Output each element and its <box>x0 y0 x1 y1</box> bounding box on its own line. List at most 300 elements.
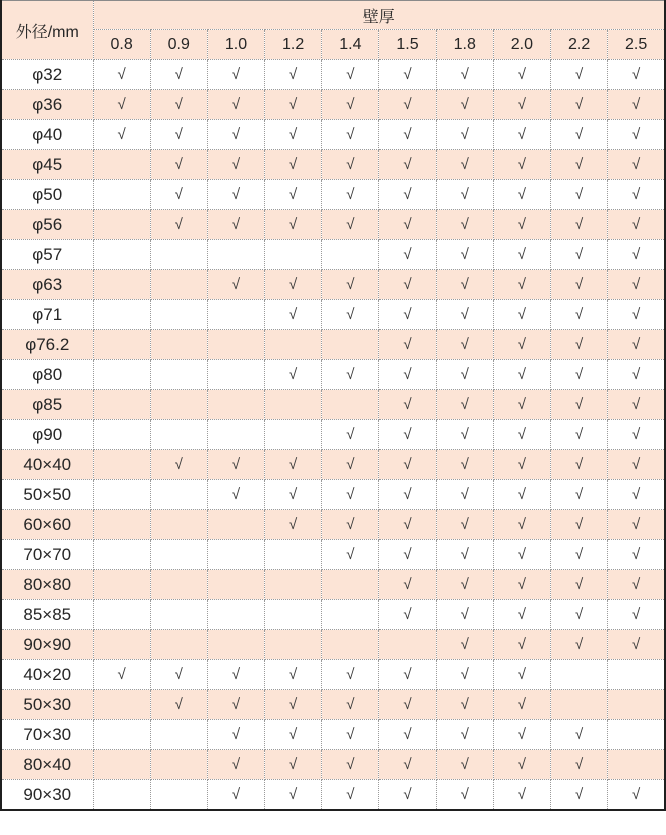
thickness-header-cell: 2.0 <box>493 30 550 60</box>
check-cell: √ <box>379 720 436 750</box>
check-cell: √ <box>379 120 436 150</box>
table-row <box>1 270 665 300</box>
thickness-header-cell: 0.8 <box>93 30 150 60</box>
check-cell: √ <box>265 450 322 480</box>
row-label-cell: 70×30 <box>1 720 93 750</box>
row-label-cell: 70×70 <box>1 540 93 570</box>
check-cell <box>207 600 264 630</box>
check-cell <box>93 420 150 450</box>
table-row <box>1 150 665 180</box>
check-cell: √ <box>493 330 550 360</box>
check-cell: √ <box>207 150 264 180</box>
check-cell: √ <box>207 180 264 210</box>
check-cell: √ <box>322 690 379 720</box>
check-cell <box>150 300 207 330</box>
check-cell: √ <box>379 660 436 690</box>
check-cell <box>93 270 150 300</box>
check-cell: √ <box>608 60 665 90</box>
group-header-row <box>1 1 665 30</box>
check-cell: √ <box>436 270 493 300</box>
corner-header-cell: 外径/mm <box>1 1 93 60</box>
check-cell: √ <box>322 210 379 240</box>
check-cell <box>93 780 150 811</box>
check-cell: √ <box>608 270 665 300</box>
check-cell: √ <box>608 180 665 210</box>
check-cell: √ <box>493 450 550 480</box>
check-cell: √ <box>608 420 665 450</box>
check-cell: √ <box>379 360 436 390</box>
check-cell <box>93 360 150 390</box>
check-cell: √ <box>265 660 322 690</box>
check-cell <box>93 390 150 420</box>
row-label-cell: φ85 <box>1 390 93 420</box>
table-body <box>1 60 665 811</box>
table-row <box>1 420 665 450</box>
check-cell: √ <box>551 780 608 811</box>
row-label-cell: 40×20 <box>1 660 93 690</box>
check-cell <box>150 750 207 780</box>
row-label-cell: 40×40 <box>1 450 93 480</box>
check-cell: √ <box>322 180 379 210</box>
check-cell: √ <box>150 180 207 210</box>
check-cell: √ <box>436 390 493 420</box>
row-label-cell: φ56 <box>1 210 93 240</box>
check-cell: √ <box>150 60 207 90</box>
check-cell: √ <box>93 120 150 150</box>
check-cell: √ <box>608 600 665 630</box>
table-row <box>1 480 665 510</box>
check-cell: √ <box>436 300 493 330</box>
check-cell: √ <box>379 300 436 330</box>
check-cell: √ <box>379 420 436 450</box>
thickness-header-cell: 1.0 <box>207 30 264 60</box>
table-row <box>1 330 665 360</box>
check-cell <box>150 510 207 540</box>
check-cell: √ <box>150 450 207 480</box>
check-cell: √ <box>608 390 665 420</box>
check-cell <box>207 420 264 450</box>
row-label-cell: φ80 <box>1 360 93 390</box>
check-cell <box>150 600 207 630</box>
check-cell <box>93 750 150 780</box>
check-cell: √ <box>551 480 608 510</box>
check-cell: √ <box>608 210 665 240</box>
check-cell: √ <box>207 270 264 300</box>
check-cell: √ <box>493 90 550 120</box>
check-cell: √ <box>265 510 322 540</box>
check-cell: √ <box>436 360 493 390</box>
table-row <box>1 450 665 480</box>
check-cell <box>93 630 150 660</box>
check-cell: √ <box>436 660 493 690</box>
check-cell: √ <box>379 780 436 811</box>
check-cell: √ <box>207 750 264 780</box>
check-cell: √ <box>322 150 379 180</box>
row-label-cell: φ32 <box>1 60 93 90</box>
check-cell: √ <box>551 120 608 150</box>
row-label-cell: φ45 <box>1 150 93 180</box>
check-cell: √ <box>493 180 550 210</box>
group-header-cell: 壁厚 <box>93 1 665 30</box>
check-cell: √ <box>207 60 264 90</box>
check-cell: √ <box>379 570 436 600</box>
check-cell: √ <box>436 240 493 270</box>
check-cell <box>150 570 207 600</box>
thickness-header-row <box>1 30 665 60</box>
check-cell <box>150 240 207 270</box>
row-label-cell: 80×80 <box>1 570 93 600</box>
check-cell: √ <box>265 210 322 240</box>
check-cell: √ <box>551 420 608 450</box>
check-cell: √ <box>265 750 322 780</box>
check-cell: √ <box>322 360 379 390</box>
check-cell: √ <box>608 360 665 390</box>
check-cell: √ <box>551 570 608 600</box>
row-label-cell: 50×50 <box>1 480 93 510</box>
thickness-header-cell: 1.4 <box>322 30 379 60</box>
check-cell: √ <box>379 90 436 120</box>
check-cell: √ <box>493 210 550 240</box>
check-cell <box>207 630 264 660</box>
table-row <box>1 750 665 780</box>
check-cell <box>265 540 322 570</box>
check-cell: √ <box>551 720 608 750</box>
check-cell: √ <box>265 150 322 180</box>
check-cell: √ <box>493 360 550 390</box>
thickness-header-cell: 2.5 <box>608 30 665 60</box>
check-cell: √ <box>207 690 264 720</box>
check-cell: √ <box>608 780 665 811</box>
check-cell <box>265 630 322 660</box>
check-cell: √ <box>551 600 608 630</box>
check-cell: √ <box>379 540 436 570</box>
check-cell: √ <box>322 510 379 540</box>
check-cell: √ <box>493 420 550 450</box>
check-cell: √ <box>608 300 665 330</box>
check-cell: √ <box>322 780 379 811</box>
check-cell: √ <box>265 60 322 90</box>
check-cell: √ <box>379 60 436 90</box>
check-cell: √ <box>150 690 207 720</box>
table-header <box>1 1 665 60</box>
check-cell: √ <box>436 570 493 600</box>
check-cell: √ <box>322 750 379 780</box>
check-cell <box>93 720 150 750</box>
check-cell: √ <box>436 120 493 150</box>
table-row <box>1 720 665 750</box>
table-row <box>1 240 665 270</box>
check-cell: √ <box>322 60 379 90</box>
row-label-cell: 50×30 <box>1 690 93 720</box>
check-cell: √ <box>436 780 493 811</box>
check-cell: √ <box>436 720 493 750</box>
check-cell <box>93 180 150 210</box>
check-cell: √ <box>150 120 207 150</box>
check-cell: √ <box>379 270 436 300</box>
check-cell <box>150 780 207 811</box>
check-cell: √ <box>608 540 665 570</box>
check-cell <box>207 330 264 360</box>
thickness-header-cell: 0.9 <box>150 30 207 60</box>
check-cell <box>322 600 379 630</box>
check-cell: √ <box>379 390 436 420</box>
check-cell <box>207 390 264 420</box>
check-cell <box>265 420 322 450</box>
check-cell: √ <box>436 420 493 450</box>
check-cell: √ <box>493 570 550 600</box>
table-row <box>1 120 665 150</box>
check-cell: √ <box>379 180 436 210</box>
thickness-header-cell: 1.2 <box>265 30 322 60</box>
check-cell: √ <box>551 240 608 270</box>
check-cell: √ <box>322 120 379 150</box>
check-cell: √ <box>551 510 608 540</box>
check-cell: √ <box>150 90 207 120</box>
check-cell: √ <box>207 780 264 811</box>
check-cell <box>265 600 322 630</box>
check-cell: √ <box>265 270 322 300</box>
check-cell: √ <box>322 720 379 750</box>
check-cell <box>150 480 207 510</box>
check-cell: √ <box>322 480 379 510</box>
row-label-cell: φ36 <box>1 90 93 120</box>
check-cell <box>207 300 264 330</box>
check-cell: √ <box>493 780 550 811</box>
check-cell: √ <box>322 420 379 450</box>
check-cell <box>93 480 150 510</box>
check-cell <box>93 540 150 570</box>
check-cell <box>608 690 665 720</box>
check-cell: √ <box>493 750 550 780</box>
check-cell: √ <box>379 690 436 720</box>
row-label-cell: 80×40 <box>1 750 93 780</box>
thickness-header-cell: 1.8 <box>436 30 493 60</box>
check-cell <box>322 630 379 660</box>
check-cell: √ <box>608 450 665 480</box>
check-cell <box>150 630 207 660</box>
check-cell: √ <box>379 210 436 240</box>
check-cell <box>322 570 379 600</box>
check-cell <box>608 660 665 690</box>
check-cell <box>93 690 150 720</box>
table-row <box>1 390 665 420</box>
table-row <box>1 630 665 660</box>
table-row <box>1 90 665 120</box>
check-cell: √ <box>436 750 493 780</box>
table-row <box>1 360 665 390</box>
row-label-cell: φ90 <box>1 420 93 450</box>
check-cell: √ <box>322 540 379 570</box>
check-cell <box>379 630 436 660</box>
check-cell: √ <box>551 360 608 390</box>
check-cell <box>322 390 379 420</box>
check-cell: √ <box>493 120 550 150</box>
check-cell <box>93 510 150 540</box>
table-row <box>1 600 665 630</box>
table-row <box>1 660 665 690</box>
check-cell: √ <box>493 390 550 420</box>
check-cell: √ <box>379 450 436 480</box>
check-cell <box>150 720 207 750</box>
check-cell: √ <box>551 210 608 240</box>
check-cell <box>265 570 322 600</box>
check-cell: √ <box>207 480 264 510</box>
check-cell <box>265 240 322 270</box>
check-cell: √ <box>493 660 550 690</box>
check-cell: √ <box>207 720 264 750</box>
table-row <box>1 570 665 600</box>
check-cell: √ <box>265 360 322 390</box>
check-cell: √ <box>93 90 150 120</box>
check-cell: √ <box>493 150 550 180</box>
row-label-cell: φ71 <box>1 300 93 330</box>
row-label-cell: φ57 <box>1 240 93 270</box>
check-cell: √ <box>322 660 379 690</box>
check-cell <box>207 540 264 570</box>
check-cell: √ <box>436 540 493 570</box>
table-row <box>1 510 665 540</box>
check-cell: √ <box>608 330 665 360</box>
check-cell: √ <box>379 330 436 360</box>
check-cell: √ <box>207 450 264 480</box>
check-cell: √ <box>551 270 608 300</box>
check-cell: √ <box>436 600 493 630</box>
check-cell: √ <box>265 90 322 120</box>
check-cell: √ <box>265 120 322 150</box>
table-row <box>1 180 665 210</box>
check-cell: √ <box>207 90 264 120</box>
check-cell: √ <box>551 750 608 780</box>
check-cell <box>207 360 264 390</box>
check-cell: √ <box>493 270 550 300</box>
thickness-header-cell: 2.2 <box>551 30 608 60</box>
row-label-cell: 60×60 <box>1 510 93 540</box>
check-cell: √ <box>493 240 550 270</box>
check-cell: √ <box>379 240 436 270</box>
table-row <box>1 300 665 330</box>
check-cell: √ <box>150 150 207 180</box>
check-cell: √ <box>322 450 379 480</box>
row-label-cell: 85×85 <box>1 600 93 630</box>
check-cell: √ <box>493 600 550 630</box>
row-label-cell: 90×30 <box>1 780 93 811</box>
check-cell <box>93 150 150 180</box>
table-row <box>1 60 665 90</box>
check-cell <box>93 300 150 330</box>
check-cell: √ <box>379 750 436 780</box>
check-cell: √ <box>436 180 493 210</box>
check-cell <box>207 510 264 540</box>
check-cell: √ <box>493 300 550 330</box>
check-cell <box>150 420 207 450</box>
check-cell: √ <box>608 570 665 600</box>
check-cell: √ <box>379 150 436 180</box>
check-cell: √ <box>493 540 550 570</box>
check-cell: √ <box>322 90 379 120</box>
check-cell: √ <box>551 150 608 180</box>
check-cell: √ <box>608 510 665 540</box>
check-cell: √ <box>93 60 150 90</box>
row-label-cell: φ40 <box>1 120 93 150</box>
check-cell <box>150 360 207 390</box>
check-cell: √ <box>436 450 493 480</box>
check-cell <box>150 270 207 300</box>
check-cell: √ <box>322 270 379 300</box>
check-cell <box>93 210 150 240</box>
check-cell: √ <box>436 510 493 540</box>
check-cell: √ <box>551 330 608 360</box>
check-cell <box>608 750 665 780</box>
check-cell: √ <box>493 630 550 660</box>
check-cell <box>551 660 608 690</box>
check-cell: √ <box>551 60 608 90</box>
check-cell: √ <box>608 630 665 660</box>
check-cell <box>93 240 150 270</box>
check-cell: √ <box>493 60 550 90</box>
check-cell: √ <box>608 480 665 510</box>
check-cell: √ <box>608 240 665 270</box>
check-cell: √ <box>551 540 608 570</box>
check-cell: √ <box>93 660 150 690</box>
check-cell: √ <box>436 630 493 660</box>
check-cell: √ <box>493 510 550 540</box>
check-cell: √ <box>608 120 665 150</box>
check-cell: √ <box>265 180 322 210</box>
check-cell: √ <box>265 300 322 330</box>
check-cell: √ <box>379 480 436 510</box>
check-cell: √ <box>265 780 322 811</box>
check-cell <box>93 450 150 480</box>
check-cell <box>93 570 150 600</box>
check-cell: √ <box>379 510 436 540</box>
check-cell: √ <box>265 690 322 720</box>
check-cell: √ <box>493 720 550 750</box>
check-cell: √ <box>436 150 493 180</box>
row-label-cell: φ76.2 <box>1 330 93 360</box>
row-label-cell: φ50 <box>1 180 93 210</box>
check-cell: √ <box>436 690 493 720</box>
table-row <box>1 690 665 720</box>
check-cell <box>93 600 150 630</box>
check-cell <box>207 240 264 270</box>
check-cell: √ <box>265 480 322 510</box>
check-cell: √ <box>150 210 207 240</box>
check-cell: √ <box>150 660 207 690</box>
check-cell <box>322 330 379 360</box>
check-cell: √ <box>551 630 608 660</box>
check-cell: √ <box>207 120 264 150</box>
table-row <box>1 540 665 570</box>
check-cell <box>150 330 207 360</box>
check-cell: √ <box>265 720 322 750</box>
row-label-cell: 90×90 <box>1 630 93 660</box>
check-cell: √ <box>322 300 379 330</box>
table-row <box>1 210 665 240</box>
check-cell: √ <box>551 90 608 120</box>
check-cell <box>608 720 665 750</box>
check-cell: √ <box>436 90 493 120</box>
check-cell: √ <box>608 90 665 120</box>
check-cell: √ <box>436 480 493 510</box>
check-cell: √ <box>551 180 608 210</box>
check-cell: √ <box>493 690 550 720</box>
check-cell: √ <box>207 660 264 690</box>
check-cell: √ <box>436 330 493 360</box>
check-cell <box>150 540 207 570</box>
check-cell: √ <box>207 210 264 240</box>
check-cell: √ <box>551 450 608 480</box>
check-cell <box>207 570 264 600</box>
